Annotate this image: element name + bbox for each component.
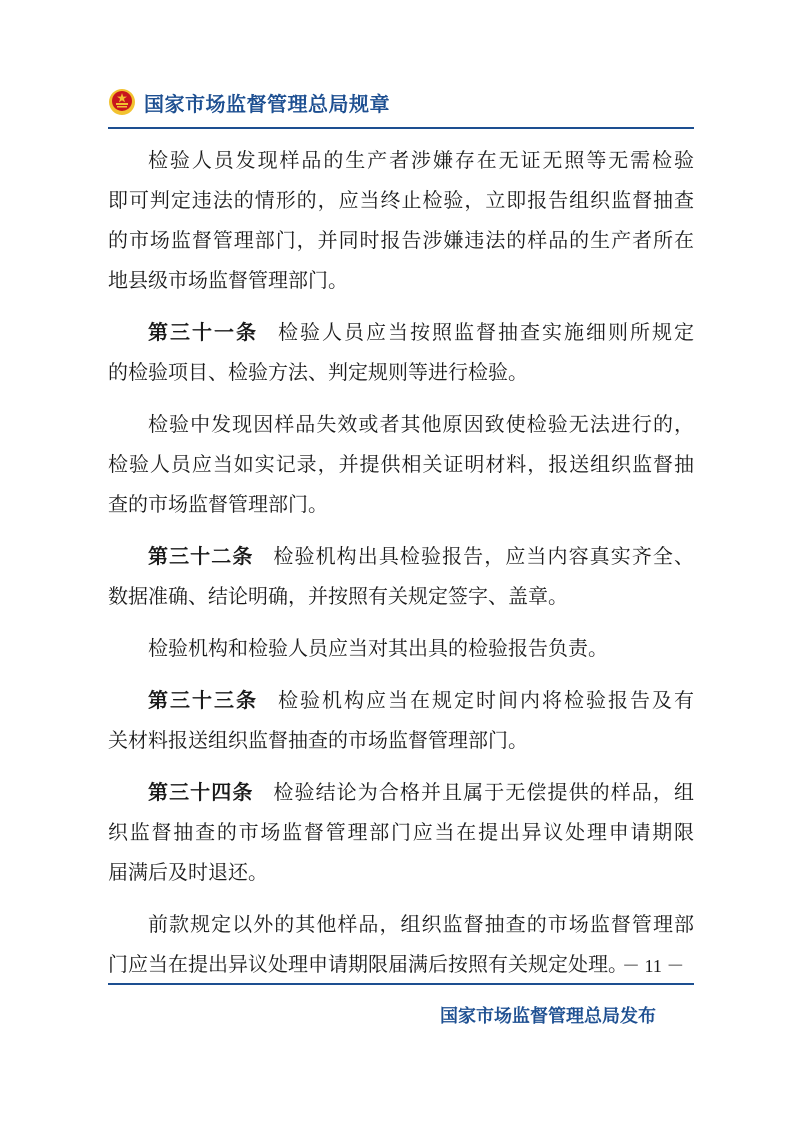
text-line bbox=[108, 772, 694, 812]
page-number: － 11 － bbox=[622, 956, 685, 976]
footer-divider bbox=[108, 983, 694, 985]
text-line: 的检验项目、检验方法、判定规则等进行检验。 bbox=[108, 360, 528, 384]
text-line: 地县级市场监督管理部门。 bbox=[108, 268, 348, 292]
article-text: 检验结论为合格并且属于无偿提供的样品，组 bbox=[273, 780, 695, 804]
text-line: 门应当在提出异议处理申请期限届满后按照有关规定处理。 bbox=[108, 952, 628, 976]
article-text: 检验人员应当按照监督抽查实施细则所规定 bbox=[278, 320, 694, 344]
article-label: 第三十一条 bbox=[148, 320, 258, 344]
text-line: 织监督抽查的市场监督管理部门应当在提出异议处理申请期限 bbox=[108, 820, 694, 844]
article-label: 第三十四条 bbox=[148, 780, 254, 804]
text-line: 检验人员应当如实记录，并提供相关证明材料，报送组织监督抽 bbox=[108, 452, 694, 476]
article-33 bbox=[108, 680, 694, 760]
article-34 bbox=[108, 772, 694, 892]
article-label: 第三十二条 bbox=[148, 544, 254, 568]
paragraph bbox=[108, 904, 694, 984]
article-text: 检验机构应当在规定时间内将检验报告及有 bbox=[278, 688, 694, 712]
text-line bbox=[108, 680, 694, 720]
paragraph bbox=[108, 628, 694, 668]
paragraph bbox=[108, 140, 694, 300]
text-line: 届满后及时退还。 bbox=[108, 860, 268, 884]
article-label: 第三十三条 bbox=[148, 688, 258, 712]
national-emblem-icon bbox=[108, 88, 136, 116]
text-line: 前款规定以外的其他样品，组织监督抽查的市场监督管理部 bbox=[148, 912, 694, 936]
text-line bbox=[108, 312, 694, 352]
paragraph bbox=[108, 404, 694, 524]
footer-publisher: 国家市场监督管理总局发布 bbox=[440, 1006, 656, 1027]
text-line: 即可判定违法的情形的，应当终止检验，立即报告组织监督抽查 bbox=[108, 188, 694, 212]
text-line: 检验人员发现样品的生产者涉嫌存在无证无照等无需检验 bbox=[148, 148, 694, 172]
article-31 bbox=[108, 312, 694, 392]
text-line: 的市场监督管理部门，并同时报告涉嫌违法的样品的生产者所在 bbox=[108, 228, 694, 252]
article-text: 检验机构出具检验报告，应当内容真实齐全、 bbox=[273, 544, 695, 568]
text-line bbox=[108, 536, 694, 576]
page-header bbox=[108, 84, 390, 120]
article-32 bbox=[108, 536, 694, 616]
text-line: 检验中发现因样品失效或者其他原因致使检验无法进行的， bbox=[148, 412, 694, 436]
header-divider bbox=[108, 127, 694, 129]
text-line: 查的市场监督管理部门。 bbox=[108, 492, 328, 516]
text-line: 检验机构和检验人员应当对其出具的检验报告负责。 bbox=[148, 636, 608, 660]
header-title: 国家市场监督管理总局规章 bbox=[144, 91, 390, 116]
document-body bbox=[108, 140, 694, 984]
text-line: 数据准确、结论明确，并按照有关规定签字、盖章。 bbox=[108, 584, 568, 608]
text-line: 关材料报送组织监督抽查的市场监督管理部门。 bbox=[108, 728, 528, 752]
